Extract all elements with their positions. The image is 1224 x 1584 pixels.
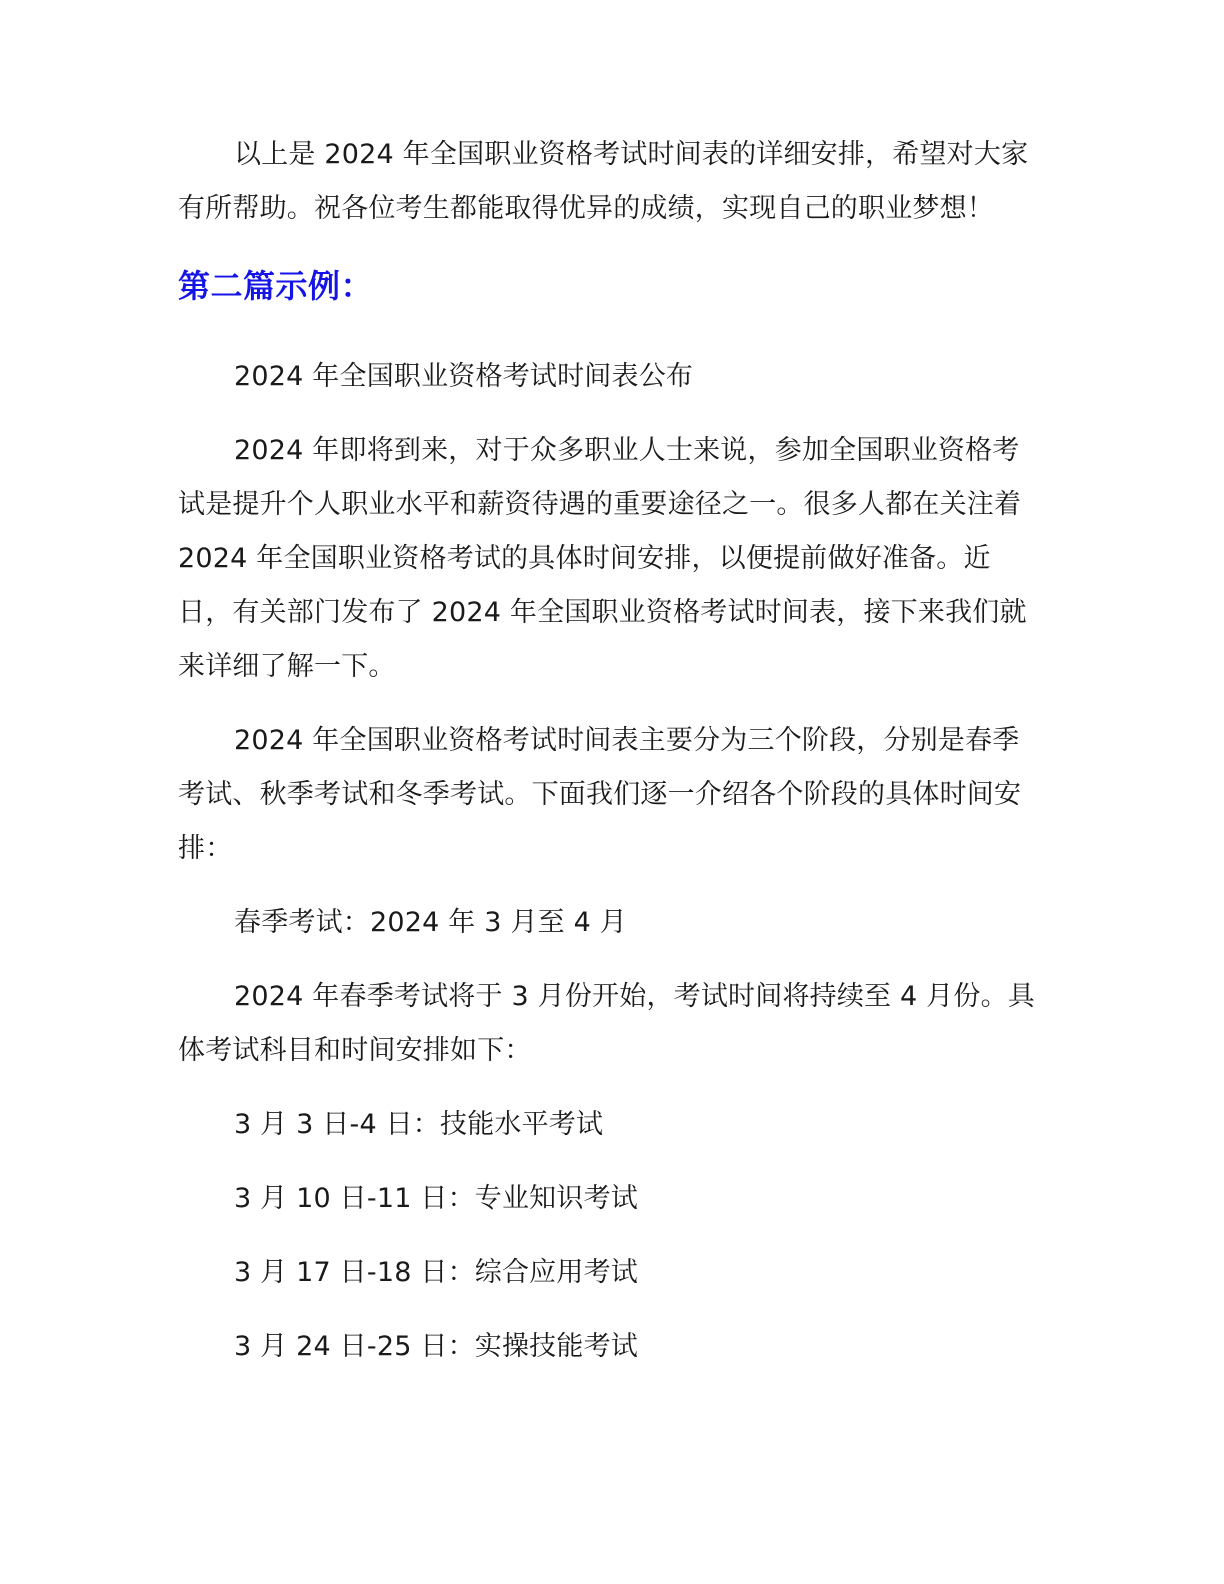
section-heading: 第二篇示例： xyxy=(178,267,374,305)
schedule-item: 3 月 17 日-18 日：综合应用考试 xyxy=(234,1257,638,1288)
document-page xyxy=(178,128,1038,1394)
overview-paragraph: 2024 年全国职业资格考试时间表主要分为三个阶段，分别是春季考试、秋季考试和冬季考试。下面我们逐一介绍各个阶段的具体时间安排： xyxy=(178,725,1022,864)
article-title: 2024 年全国职业资格考试时间表公布 xyxy=(234,361,694,392)
intro-paragraph: 2024 年即将到来，对于众多职业人士来说，参加全国职业资格考试是提升个人职业水平和薪资待遇的重要途径之一。很多人都在关注着 2024 年全国职业资格考试的具体时间安排，以便提前做好准备。近日，有关部门发布了 2024 年全国职业资格考试时间表，接下来我们就来详细了解一下。 xyxy=(178,435,1027,682)
spring-exam-paragraph: 2024 年春季考试将于 3 月份开始，考试时间将持续至 4 月份。具体考试科目和时间安排如下： xyxy=(178,981,1035,1066)
spring-exam-title: 春季考试：2024 年 3 月至 4 月 xyxy=(234,907,627,938)
schedule-item: 3 月 10 日-11 日：专业知识考试 xyxy=(234,1183,638,1214)
schedule-item: 3 月 3 日-4 日：技能水平考试 xyxy=(234,1109,604,1140)
closing-paragraph: 以上是 2024 年全国职业资格考试时间表的详细安排，希望对大家有所帮助。祝各位考生都能取得优异的成绩，实现自己的职业梦想！ xyxy=(178,139,1029,224)
schedule-item: 3 月 24 日-25 日：实操技能考试 xyxy=(234,1331,638,1362)
